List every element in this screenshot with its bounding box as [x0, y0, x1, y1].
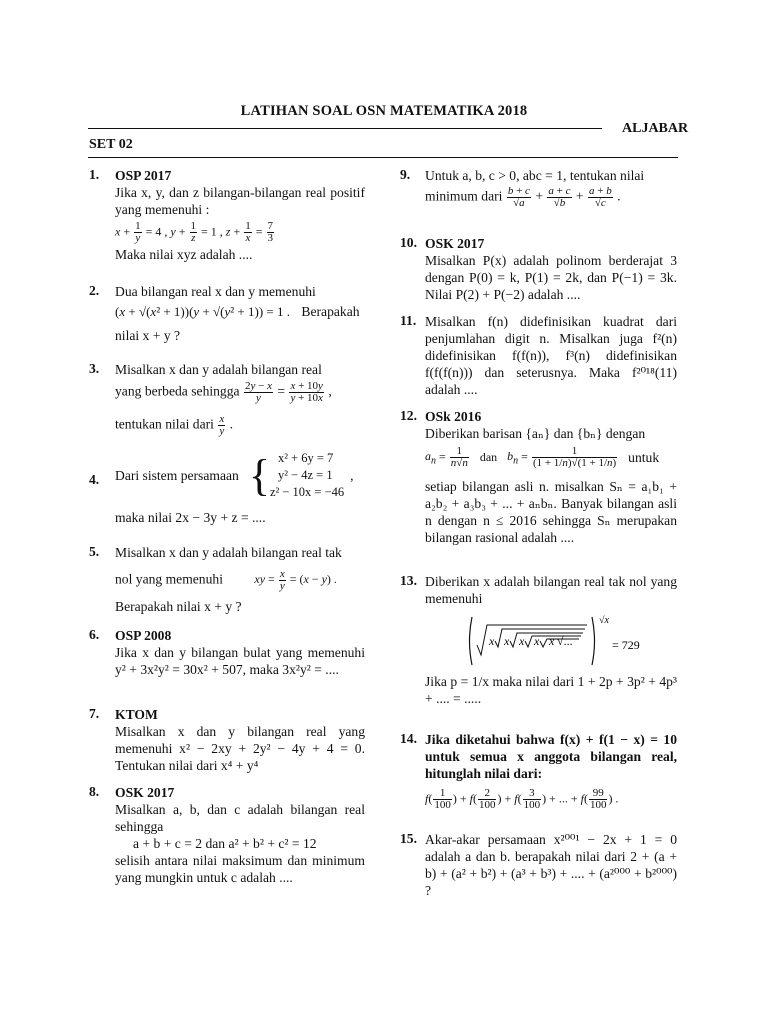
problem-4 [115, 450, 365, 526]
header-divider [88, 157, 678, 158]
problem-equation: minimum dari $\frac{b + c}{√a}$ + $\frac{a + c}{√b}$ + $\frac{a + b}{√c}$ . [425, 185, 621, 209]
problem-9 [425, 167, 677, 209]
problem-14 [425, 731, 677, 811]
problem-text: Misalkan x dan y adalah bilangan real tak [115, 545, 342, 560]
problem-source: OSK 2017 [115, 785, 175, 800]
problem-7 [115, 706, 365, 774]
page-title: LATIHAN SOAL OSN MATEMATIKA 2018 [240, 103, 528, 119]
problem-number: 10. [400, 235, 417, 250]
problem-number: 13. [400, 573, 417, 588]
problem-equation: x + $\frac{1}{y}$ = 4 , y + $\frac{1}{z}$ = 1 , z + $\frac{1}{x}$ = $\frac{7}{3}$ [115, 220, 274, 244]
problem-text: Misalkan f(n) didefinisikan kuadrat dari penjumlahan digit n. Misalkan juga f²(n) didefinisikan f(f(n)), f³(n) didefinisikan f(f(f(n))) dan seterusnya. Maka f²⁰¹⁸(11) adalah .... [425, 314, 677, 397]
problem-number: 6. [89, 627, 100, 642]
problem-equation: f( $\frac{1}{100}$ ) + f( $\frac{2}{100}$ ) + f( $\frac{3}{100}$ ) + ... + f( $\frac{99}{100}$ ) . [425, 787, 619, 811]
header-rule [88, 128, 602, 129]
problem-text: Jika x dan y bilangan bulat yang memenuhi y² + 3x²y² = 30x² + 507, maka 3x²y² = .... [115, 645, 365, 677]
problem-text: untuk [628, 450, 660, 466]
problem-text: Akar-akar persamaan x²⁰⁰¹ − 2x + 1 = 0 adalah a dan b. berapakah nilai dari 2 + (a + b) + (a² + b²) + (a³ + b³) + .... + (a²⁰⁰⁰ + b²⁰⁰⁰) ? [425, 832, 677, 898]
problem-number: 3. [89, 361, 100, 376]
problem-2 [115, 283, 365, 344]
problem-number: 1. [89, 167, 100, 182]
problem-question: Maka nilai xyz adalah .... [115, 247, 253, 262]
problem-text: Diberikan x adalah bilangan real tak nol yang memenuhi [425, 574, 677, 606]
problem-text: yang berbeda sehingga [115, 383, 240, 399]
problem-5 [115, 544, 365, 615]
problem-text: Jika x, y, dan z bilangan-bilangan real positif yang memenuhi : [115, 185, 365, 217]
problem-equation: (x + √(x² + 1))(y + √(y² + 1)) = 1 . Berapakah [115, 304, 360, 319]
problem-number: 2. [89, 283, 100, 298]
problem-3 [115, 361, 365, 437]
problem-8 [115, 784, 365, 886]
problem-number: 7. [89, 706, 100, 721]
system-brace: { [248, 450, 270, 500]
problem-source: KTOM [115, 707, 158, 722]
problem-system: Dari sistem persamaan { x² + 6y = 7 y² − 4z = 1 z² − 10x = −46 , [115, 450, 354, 500]
problem-source: OSK 2017 [425, 236, 485, 251]
problem-number: 9. [400, 167, 411, 182]
problem-question: tentukan nilai dari $\frac{x}{y}$ . [115, 413, 233, 437]
problem-text: Dari sistem persamaan [115, 468, 239, 483]
problem-10 [425, 235, 677, 303]
problem-text: Misalkan x dan y bilangan real yang memenuhi x² − 2xy + 2y² − 4y + 4 = 0. Tentukan nilai dari x⁴ + y⁴ [115, 724, 365, 773]
problem-text: nol yang memenuhi [115, 571, 223, 587]
problem-number: 4. [89, 472, 100, 487]
problem-15 [425, 831, 677, 899]
problem-text: tentukan nilai dari [115, 416, 214, 432]
problem-1 [115, 167, 365, 263]
problem-question: maka nilai 2x − 3y + z = .... [115, 510, 266, 525]
svg-text:x: x [519, 634, 525, 648]
problem-text: dan [479, 450, 498, 465]
problem-number: 8. [89, 784, 100, 799]
problem-12 [425, 408, 677, 546]
set-label: SET 02 [89, 137, 133, 152]
system-eq: z² − 10x = −46 [269, 485, 345, 499]
svg-text:√x: √x [599, 615, 609, 626]
problem-text: Misalkan a, b, dan c adalah bilangan real sehingga [115, 802, 365, 834]
problem-6 [115, 627, 365, 678]
system-eq: x² + 6y = 7 [277, 451, 334, 465]
problem-text: Misalkan P(x) adalah polinom berderajat 3 dengan P(0) = k, P(1) = 2k, dan P(−1) = 3k. Nilai P(2) + P(−2) adalah .... [425, 253, 677, 302]
problem-question: selisih antara nilai maksimum dan minimum yang mungkin untuk c adalah .... [115, 853, 365, 885]
system-eq: y² − 4z = 1 [277, 468, 333, 482]
problem-question: setiap bilangan asli n. misalkan Sₙ = a₁b₁ + a₂b₂ + a₃b₃ + ... + aₙbₙ. Banyak bilangan asli n dengan n ≤ 2016 sehingga Sₙ merupakan bilangan rasional adalah .... [425, 478, 677, 545]
svg-text:x: x [489, 634, 495, 648]
problem-number: 15. [400, 831, 417, 846]
problem-text: minimum dari [425, 188, 503, 204]
topic-label: ALJABAR [622, 121, 689, 136]
svg-text:x: x [534, 634, 540, 648]
problem-source: OSk 2016 [425, 409, 482, 424]
problem-text: Misalkan x dan y adalah bilangan real [115, 362, 322, 377]
problem-number: 11. [400, 313, 417, 328]
problem-number: 12. [400, 408, 417, 423]
problem-equation: $a_n$ = $\frac{1}{n√n}$ dan $b_n$ = $\frac{1}{(1 + 1/n)√(1 + 1/n)}$ untuk [425, 445, 660, 469]
problem-equation: nol yang memenuhi xy = $\frac{x}{y}$ = (x − y) . [115, 568, 337, 592]
problem-question: Berapakah nilai x + y ? [115, 599, 242, 614]
nested-radical-equation [467, 611, 667, 671]
svg-text:x: x [549, 634, 555, 648]
problem-equation: a + b + c = 2 dan a² + b² + c² = 12 [133, 836, 317, 851]
svg-text:= 729: = 729 [612, 638, 640, 652]
svg-text:x: x [504, 634, 510, 648]
problem-text: Dua bilangan real x dan y memenuhi [115, 284, 316, 299]
problem-number: 14. [400, 731, 417, 746]
problem-question: nilai x + y ? [115, 328, 181, 343]
svg-text:√...: √... [557, 634, 573, 648]
problem-source: OSP 2008 [115, 628, 172, 643]
problem-source: OSP 2017 [115, 168, 172, 183]
problem-text: Diberikan barisan {aₙ} dan {bₙ} dengan [425, 426, 646, 441]
problem-question: Jika p = 1/x maka nilai dari 1 + 2p + 3p² + 4p³ + .... = ..... [425, 674, 677, 706]
problem-number: 5. [89, 544, 100, 559]
system-equations [270, 450, 344, 501]
problem-13 [425, 573, 677, 707]
problem-11 [425, 313, 677, 398]
problem-question: Berapakah [301, 304, 360, 319]
problem-equation: yang berbeda sehingga $\frac{2y - x}{y}$ = $\frac{x + 10y}{y + 10x}$ , [115, 380, 332, 404]
problem-text: Jika diketahui bahwa f(x) + f(1 − x) = 10 untuk semua x anggota bilangan real, hitunglah nilai dari: [425, 732, 677, 781]
problem-text: Untuk a, b, c > 0, abc = 1, tentukan nilai [425, 168, 645, 183]
